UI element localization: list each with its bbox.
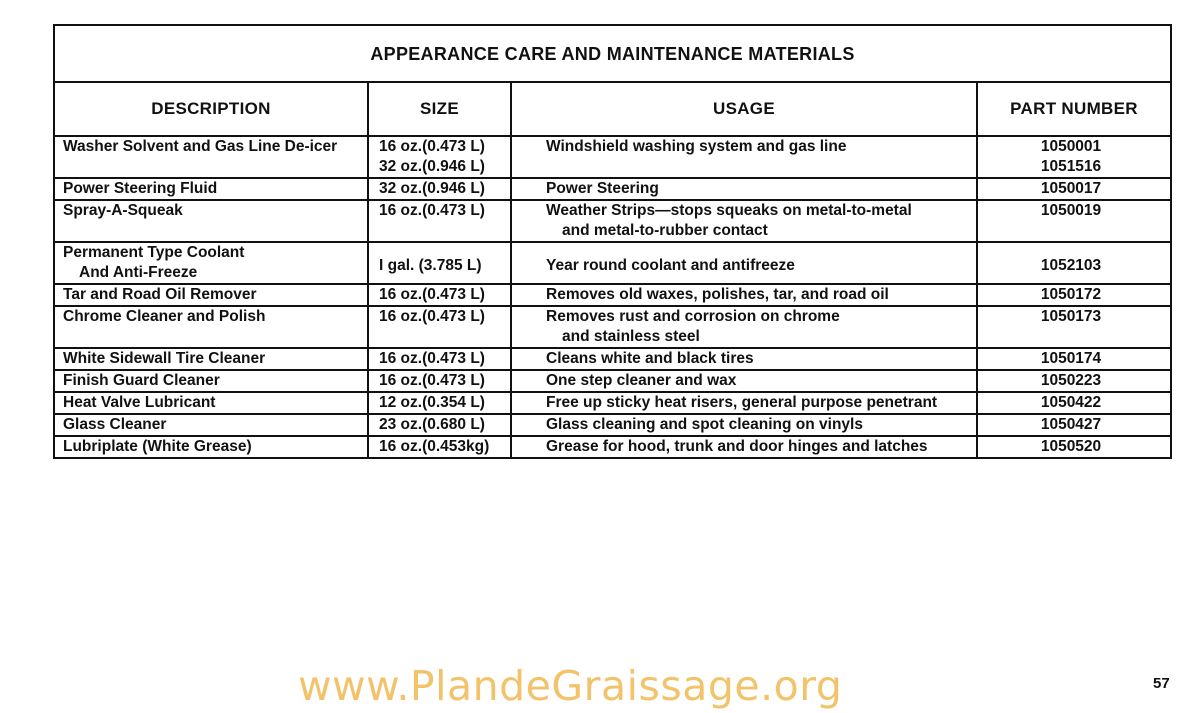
cell-description: [54, 436, 368, 458]
cell-usage: [511, 306, 977, 348]
usage-line: Glass cleaning and spot cleaning on vinyls: [546, 416, 863, 433]
cell-usage: [511, 348, 977, 370]
cell-part-number: [977, 136, 1171, 178]
table-body: [54, 136, 1171, 458]
size-line: 16 oz.(0.473 L): [379, 372, 485, 389]
part-number-line: 1050173: [1040, 308, 1102, 325]
usage-line: Year round coolant and antifreeze: [546, 257, 795, 274]
description-line: Power Steering Fluid: [63, 180, 218, 197]
size-line: 32 oz.(0.946 L): [379, 180, 485, 197]
table-row: [54, 200, 1171, 242]
table-row: [54, 284, 1171, 306]
cell-part-number: [977, 284, 1171, 306]
description-line: Finish Guard Cleaner: [63, 372, 220, 389]
part-number-line: 1050427: [1040, 416, 1102, 433]
size-line: 16 oz.(0.473 L): [379, 138, 485, 155]
description-line: Lubriplate (White Grease): [63, 438, 252, 455]
usage-line: Removes old waxes, polishes, tar, and road oil: [546, 286, 889, 303]
part-number-line: 1050019: [1040, 202, 1102, 219]
header-usage: USAGE: [511, 82, 977, 136]
size-line: I gal. (3.785 L): [379, 257, 482, 274]
cell-description: [54, 178, 368, 200]
cell-size: [368, 306, 511, 348]
part-number-line: 1050017: [1040, 180, 1102, 197]
usage-line: One step cleaner and wax: [546, 372, 737, 389]
header-size: SIZE: [368, 82, 511, 136]
part-number-line: 1050520: [1040, 438, 1102, 455]
part-number-line: 1050174: [1040, 350, 1102, 367]
cell-usage: [511, 392, 977, 414]
table-row: [54, 306, 1171, 348]
usage-line: Grease for hood, trunk and door hinges and latches: [546, 438, 928, 455]
watermark-text: www.PlandeGraissage.org: [298, 662, 843, 710]
part-number-line: 1050001: [1040, 138, 1102, 155]
usage-line: Power Steering: [546, 180, 659, 197]
cell-description: [54, 306, 368, 348]
cell-usage: [511, 370, 977, 392]
usage-line: Windshield washing system and gas line: [546, 138, 847, 155]
cell-part-number: [977, 200, 1171, 242]
cell-usage: [511, 284, 977, 306]
size-line: 16 oz.(0.473 L): [379, 308, 485, 325]
cell-description: [54, 242, 368, 284]
cell-part-number: [977, 178, 1171, 200]
description-line: White Sidewall Tire Cleaner: [63, 350, 266, 367]
cell-size: [368, 136, 511, 178]
header-description: DESCRIPTION: [54, 82, 368, 136]
description-line: Chrome Cleaner and Polish: [63, 308, 266, 325]
size-line: 23 oz.(0.680 L): [379, 416, 485, 433]
cell-usage: [511, 436, 977, 458]
part-number-line: 1052103: [1040, 257, 1102, 274]
cell-size: [368, 284, 511, 306]
usage-line: Removes rust and corrosion on chrome: [546, 308, 840, 325]
cell-description: [54, 370, 368, 392]
usage-line: Weather Strips—stops squeaks on metal-to-metal: [546, 202, 912, 219]
cell-description: [54, 284, 368, 306]
description-line: Permanent Type Coolant: [63, 244, 245, 261]
cell-part-number: [977, 348, 1171, 370]
description-line: And Anti-Freeze: [79, 264, 198, 281]
table-title: APPEARANCE CARE AND MAINTENANCE MATERIALS: [54, 25, 1171, 82]
cell-size: [368, 242, 511, 284]
cell-size: [368, 200, 511, 242]
description-line: Spray-A-Squeak: [63, 202, 183, 219]
usage-line: and metal-to-rubber contact: [562, 222, 768, 239]
part-number-line: 1050172: [1040, 286, 1102, 303]
size-line: 16 oz.(0.473 L): [379, 286, 485, 303]
cell-usage: [511, 200, 977, 242]
table-row: [54, 348, 1171, 370]
part-number-line: 1050422: [1040, 394, 1102, 411]
table-row: [54, 392, 1171, 414]
cell-part-number: [977, 242, 1171, 284]
description-line: Tar and Road Oil Remover: [63, 286, 257, 303]
table-row: [54, 436, 1171, 458]
cell-size: [368, 178, 511, 200]
cell-part-number: [977, 392, 1171, 414]
cell-usage: [511, 242, 977, 284]
cell-description: [54, 392, 368, 414]
description-line: Heat Valve Lubricant: [63, 394, 216, 411]
cell-part-number: [977, 370, 1171, 392]
cell-description: [54, 200, 368, 242]
size-line: 16 oz.(0.473 L): [379, 350, 485, 367]
page-number: 57: [1153, 675, 1170, 692]
header-part-number: PART NUMBER: [977, 82, 1171, 136]
cell-part-number: [977, 306, 1171, 348]
usage-line: and stainless steel: [562, 328, 700, 345]
size-line: 12 oz.(0.354 L): [379, 394, 485, 411]
description-line: Washer Solvent and Gas Line De-icer: [63, 138, 338, 155]
cell-part-number: [977, 436, 1171, 458]
cell-size: [368, 436, 511, 458]
table-row: [54, 370, 1171, 392]
size-line: 16 oz.(0.453kg): [379, 438, 490, 455]
table-row: [54, 242, 1171, 284]
size-line: 32 oz.(0.946 L): [379, 158, 485, 175]
part-number-line: 1050223: [1040, 372, 1102, 389]
materials-table: [53, 24, 1172, 459]
cell-usage: [511, 414, 977, 436]
cell-part-number: [977, 414, 1171, 436]
usage-line: Free up sticky heat risers, general purpose penetrant: [546, 394, 938, 411]
usage-line: Cleans white and black tires: [546, 350, 754, 367]
description-line: Glass Cleaner: [63, 416, 167, 433]
cell-size: [368, 370, 511, 392]
cell-usage: [511, 136, 977, 178]
header-row: [54, 82, 1171, 136]
cell-description: [54, 136, 368, 178]
table-row: [54, 178, 1171, 200]
cell-description: [54, 414, 368, 436]
size-line: 16 oz.(0.473 L): [379, 202, 485, 219]
cell-description: [54, 348, 368, 370]
table-row: [54, 136, 1171, 178]
cell-size: [368, 414, 511, 436]
cell-size: [368, 392, 511, 414]
table-row: [54, 414, 1171, 436]
cell-usage: [511, 178, 977, 200]
part-number-line: 1051516: [1040, 158, 1102, 175]
cell-size: [368, 348, 511, 370]
